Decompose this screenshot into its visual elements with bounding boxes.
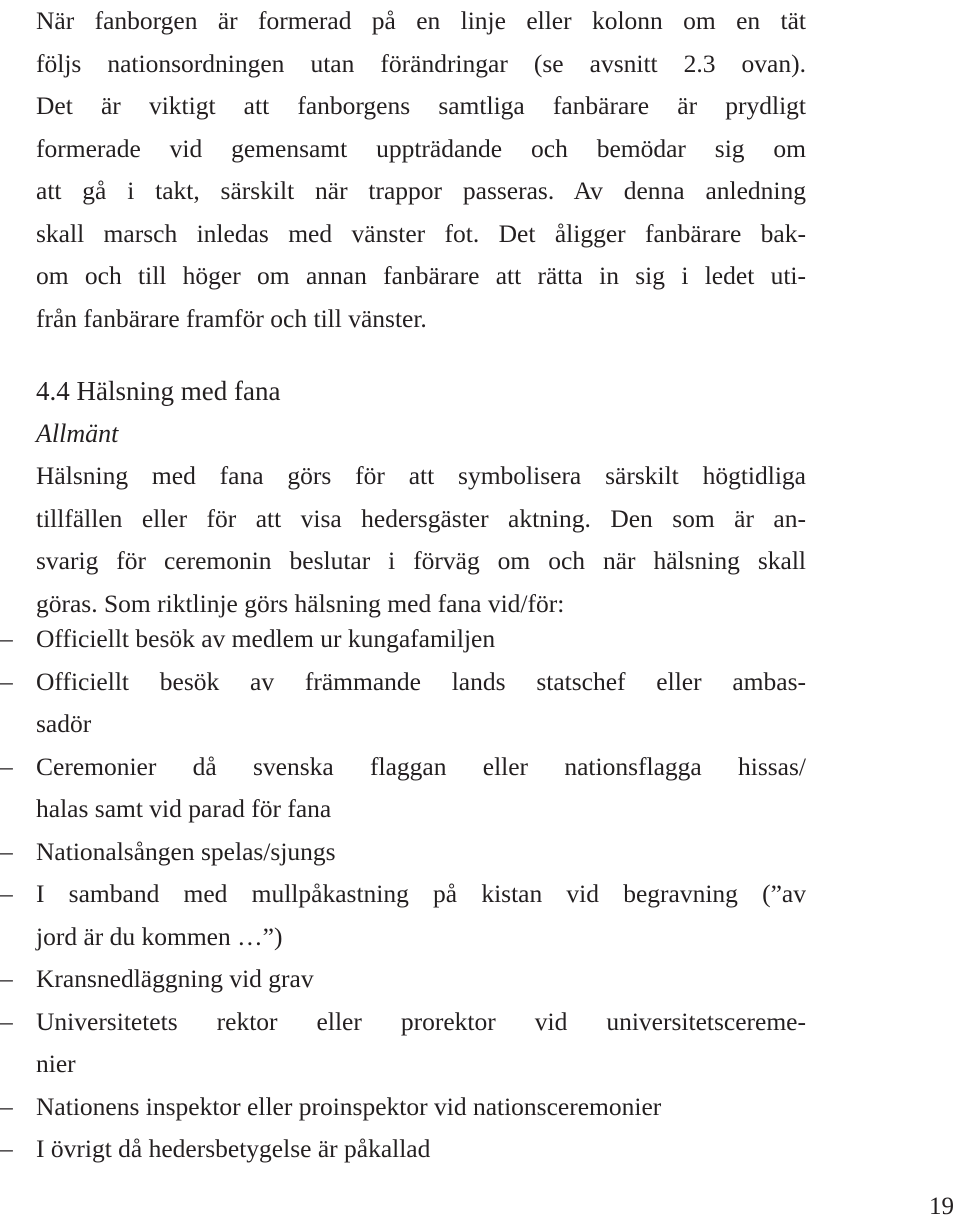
list-item-line: Nationens inspektor eller proinspektor vid nationsceremonier (36, 1091, 662, 1121)
list-item-line: Officiellt besök av främmande lands statschef eller ambas- (36, 666, 806, 696)
dash-bullet: – (0, 624, 13, 653)
list-item-line: Officiellt besök av medlem ur kungafamiljen (36, 624, 496, 653)
list-item-line: I samband med mullpåkastning på kistan vid begravning (”av (36, 879, 806, 908)
dash-bullet: – (0, 964, 13, 993)
list-item-line: sadör (36, 709, 92, 738)
list-item-line: I övrigt då hedersbetygelse är påkallad (36, 1134, 431, 1163)
list-item-line: halas samt vid parad för fana (36, 794, 332, 823)
dash-bullet: – (0, 1006, 13, 1036)
dash-bullet: – (0, 879, 13, 908)
section-heading: 4.4 Hälsning med fana (36, 376, 281, 406)
list-item (0, 661, 806, 746)
paragraph-line: från fanbärare framför och till vänster. (36, 303, 427, 333)
paragraph-line: Hälsning med fana görs för att symbolisera särskilt högtidliga (36, 461, 806, 490)
paragraph-line: följs nationsordningen utan förändringar (se avsnitt 2.3 ovan). (36, 48, 806, 78)
dash-bullet: – (0, 751, 13, 781)
dash-bullet: – (0, 836, 13, 866)
list-item (0, 1128, 806, 1171)
paragraph-line: tillfällen eller för att visa hedersgäster aktning. Den som är an- (36, 503, 806, 533)
list-item-line: Ceremonier då svenska flaggan eller nationsflagga hissas/ (36, 751, 806, 781)
list-item (0, 958, 806, 1001)
list-item-line: nier (36, 1049, 76, 1078)
paragraph-greeting-general (36, 455, 806, 625)
list-item (0, 1086, 806, 1129)
page-number: 19 (929, 1193, 954, 1220)
paragraph-line: att gå i takt, särskilt när trappor passeras. Av denna anledning (36, 176, 806, 205)
dash-bullet: – (0, 1091, 13, 1121)
paragraph-line: skall marsch inledas med vänster fot. Det åligger fanbärare bak- (36, 218, 806, 248)
paragraph-line: Det är viktigt att fanborgens samtliga fanbärare är prydligt (36, 91, 806, 120)
dash-bullet: – (0, 666, 13, 696)
list-item-line: Kransnedläggning vid grav (36, 964, 314, 993)
dash-bullet: – (0, 1134, 13, 1163)
paragraph-line: svarig för ceremonin beslutar i förväg om och när hälsning skall (36, 546, 806, 575)
paragraph-fanborg-formation (36, 0, 806, 340)
paragraph-line: När fanborgen är formerad på en linje eller kolonn om en tät (36, 6, 806, 35)
greeting-occasions-list (0, 618, 806, 1171)
list-item (0, 831, 806, 874)
paragraph-line: om och till höger om annan fanbärare att rätta in sig i ledet uti- (36, 261, 806, 290)
list-item (0, 746, 806, 831)
list-item (0, 618, 806, 661)
paragraph-line: göras. Som riktlinje görs hälsning med fana vid/för: (36, 588, 565, 618)
list-item-line: jord är du kommen …”) (36, 921, 283, 951)
list-item-line: Nationalsången spelas/sjungs (36, 836, 336, 866)
list-item (0, 1001, 806, 1086)
list-item (0, 873, 806, 958)
list-item-line: Universitetets rektor eller prorektor vid universitetscereme- (36, 1006, 806, 1036)
paragraph-line: formerade vid gemensamt uppträdande och bemödar sig om (36, 133, 806, 163)
section-subheading: Allmänt (36, 419, 119, 448)
